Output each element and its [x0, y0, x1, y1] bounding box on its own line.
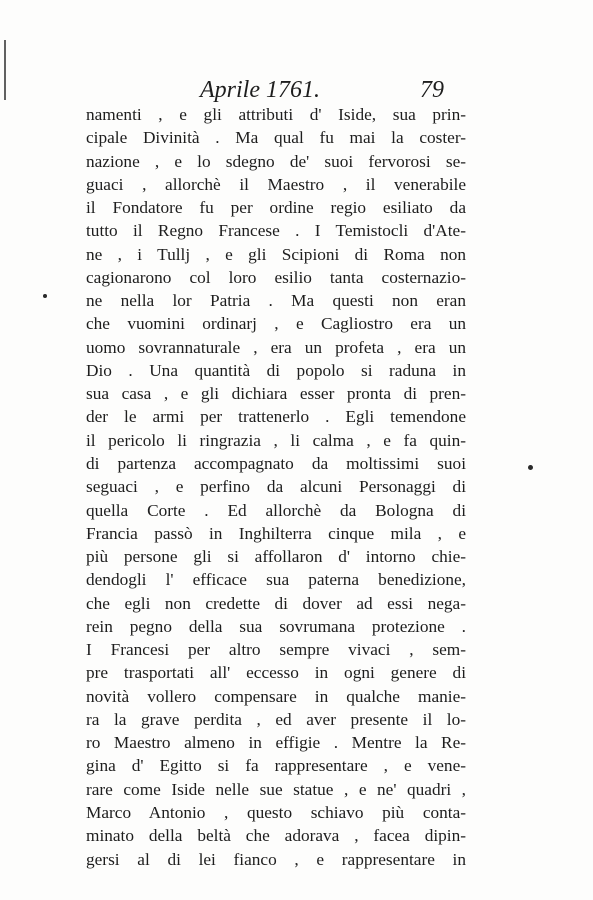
text-line: seguaci , e perfino da alcuni Personaggi di	[86, 477, 466, 497]
text-line: namenti , e gli attributi d' Iside, sua prin-	[86, 105, 466, 124]
text-line: ro Maestro almeno in effigie . Mentre la Re-	[86, 733, 466, 753]
text-line: di partenza accompagnato da moltissimi suoi	[86, 453, 466, 473]
text-line: che vuomini ordinarj , e Cagliostro era un	[86, 314, 466, 334]
text-line: gina d' Egitto si fa rappresentare , e vene-	[86, 756, 466, 776]
text-line: Dio . Una quantità di popolo si raduna in	[86, 360, 466, 380]
text-line: il Fondatore fu per ordine regio esiliato da	[86, 198, 466, 218]
text-line: guaci , allorchè il Maestro , il venerabile	[86, 174, 466, 194]
text-line: der le armi per trattenerlo . Egli temendone	[86, 407, 466, 427]
text-line: I Francesi per altro sempre vivaci , sem-	[86, 640, 466, 660]
text-line: gersi al di lei fianco , e rappresentare in	[86, 849, 466, 869]
text-line: sua casa , e gli dichiara esser pronta di pren-	[86, 384, 466, 404]
text-line: ra la grave perdita , ed aver presente il lo-	[86, 709, 466, 729]
running-head: Aprile 1761.	[200, 77, 320, 103]
body-text	[86, 103, 466, 871]
text-line: Marco Antonio , questo schiavo più conta-	[86, 802, 466, 822]
text-line: dendogli l' efficace sua paterna benedizione,	[86, 570, 466, 590]
text-line: rare come Iside nelle sue statue , e ne' quadri ,	[86, 779, 466, 799]
text-line: novità vollero compensare in qualche manie-	[86, 686, 466, 706]
text-line: cipale Divinità . Ma qual fu mai la coster-	[86, 128, 466, 148]
text-line: quella Corte . Ed allorchè da Bologna di	[86, 500, 466, 520]
text-line: nazione , e lo sdegno de' suoi fervorosi se-	[86, 151, 466, 171]
text-line: uomo sovrannaturale , era un profeta , era un	[86, 337, 466, 357]
ink-speck	[528, 465, 533, 470]
text-line: ne nella lor Patria . Ma questi non eran	[86, 291, 466, 311]
text-line: cagionarono col loro esilio tanta costernazio-	[86, 267, 466, 287]
text-line: Francia passò in Inghilterra cinque mila , e	[86, 523, 466, 543]
text-line: tutto il Regno Francese . I Temistocli d'Ate-	[86, 221, 466, 241]
page-number: 79	[420, 77, 444, 103]
text-line: pre trasportati all' eccesso in ogni genere di	[86, 663, 466, 683]
text-line: ne , i Tullj , e gli Scipioni di Roma non	[86, 244, 466, 264]
text-line: minato della beltà che adorava , facea dipin-	[86, 826, 466, 846]
text-line: rein pegno della sua sovrumana protezione .	[86, 616, 466, 636]
text-line: il pericolo li ringrazia , li calma , e fa quin-	[86, 430, 466, 450]
text-line: più persone gli si affollaron d' intorno chie-	[86, 547, 466, 567]
text-line: che egli non credette di dover ad essi nega-	[86, 593, 466, 613]
ink-speck	[43, 294, 47, 298]
